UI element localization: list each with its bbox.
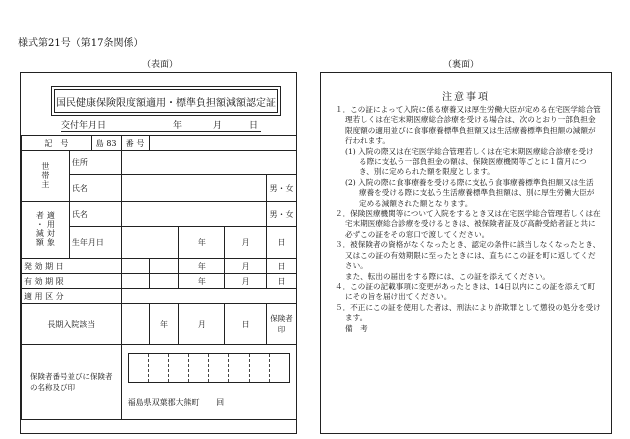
certificate-title-box <box>51 86 281 116</box>
address-label: 住所 <box>69 151 121 175</box>
front-panel <box>20 72 297 434</box>
notes-list <box>335 105 601 334</box>
front-side-label: （表面） <box>142 60 179 70</box>
note-3-extra: また、転出の届出をする際には、この証を添えてください。 <box>345 271 551 281</box>
householder-cell <box>22 151 70 202</box>
householder-name-label: 氏名 <box>69 175 121 202</box>
target-label: 適用対象者・減額 <box>35 211 56 247</box>
expiry-label: 有 効 期 限 <box>22 274 122 289</box>
insurer-info-label: 保険者番号並びに保険者の名称及び印 <box>22 345 122 420</box>
form-number: 様式第21号（第17条関係） <box>18 38 144 49</box>
insurer-number-boxes <box>128 353 290 383</box>
note-3: ３．被保険者の資格がなくなったとき、認定の条件に該当しなくなったとき、又はこの証の有効期限に至ったときには、直ちにこの証を町に返してください。 <box>335 240 601 271</box>
remarks-label: 備 考 <box>345 323 368 333</box>
certificate-table <box>21 135 297 420</box>
effective-day: 日 <box>267 259 297 274</box>
note-1-1: (1) 入院の際又は在宅医学総合管理若しくは在宅末期医療総合診療を受ける際に支払う一部負担金の額は、保険医療機関等ごとに１箇月につき、別に定められた額を限度とします。 <box>345 146 594 177</box>
issue-month: 月 <box>213 121 223 131</box>
long-stay-day: 日 <box>225 304 267 345</box>
back-panel <box>320 72 612 434</box>
expiry-year: 年 <box>179 274 225 289</box>
effective-year: 年 <box>179 259 225 274</box>
issue-date-row <box>61 118 261 132</box>
notes-title: 注意事項 <box>442 92 490 103</box>
category-label: 適 用 区 分 <box>22 289 122 304</box>
note-1: １．この証によって入院に係る療養又は厚生労働大臣が定める在宅医学総合管理若しくは在宅末期医療総合診療を受ける場合は、次のとおり一部負担金限度額の適用並びに食事療養標準負担額又は生活療養標準負担額の減額が行われます。 <box>335 105 601 146</box>
back-side-label: （裏面） <box>443 60 480 70</box>
long-stay-label: 長期入院該当 <box>22 304 122 345</box>
insurer-name: 福島県双葉郡大熊町 <box>127 398 200 407</box>
expiry-month: 月 <box>225 274 267 289</box>
long-stay-year: 年 <box>149 304 179 345</box>
issue-day: 日 <box>249 121 259 131</box>
target-gender: 男・女 <box>267 202 297 227</box>
target-cell <box>22 202 70 259</box>
householder-label: 世帯主 <box>40 161 50 189</box>
number-label: 番 号 <box>121 136 149 151</box>
birth-year: 年 <box>179 227 225 259</box>
expiry-day: 日 <box>267 274 297 289</box>
effective-month: 月 <box>225 259 267 274</box>
note-5: ５．不正にこの証を使用した者は、刑法により詐欺罪として懲役の処分を受けます。 <box>335 302 601 323</box>
birth-month: 月 <box>225 227 267 259</box>
symbol-value: 島 83 <box>91 136 121 151</box>
seal-mark: 回 <box>216 398 225 407</box>
long-stay-month: 月 <box>179 304 225 345</box>
householder-gender: 男・女 <box>267 175 297 202</box>
note-1-2: (2) 入院の際に食事療養を受ける際に支払う食事療養標準負担額又は生活療養を受ける際に支払う生活療養標準負担額は、別に厚生労働大臣が定める減額された額となります。 <box>345 177 595 208</box>
insurer-seal-label: 保険者印 <box>267 304 297 345</box>
birth-day: 日 <box>267 227 297 259</box>
symbol-label: 記 号 <box>22 136 92 151</box>
birth-label: 生年月日 <box>69 227 121 259</box>
note-2: ２．保険医療機関等について入院をするとき又は在宅医学総合管理若しくは在宅末期医療総合診療を受けるときは、被保険者証及び高齢受給者証と共に必ずこの証をその窓口で渡してください。 <box>335 209 601 239</box>
target-name-label: 氏名 <box>69 202 121 227</box>
note-4: ４．この証の記載事項に変更があったときは、14日以内にこの証を添えて町にその旨を届け出てください。 <box>335 281 596 302</box>
issue-date-label: 交付年月日 <box>61 121 107 131</box>
certificate-title: 国民健康保険限度額適用・標準負担額減額認定証 <box>56 97 276 109</box>
issue-year: 年 <box>173 121 183 131</box>
effective-date-label: 発 効 期 日 <box>22 259 122 274</box>
